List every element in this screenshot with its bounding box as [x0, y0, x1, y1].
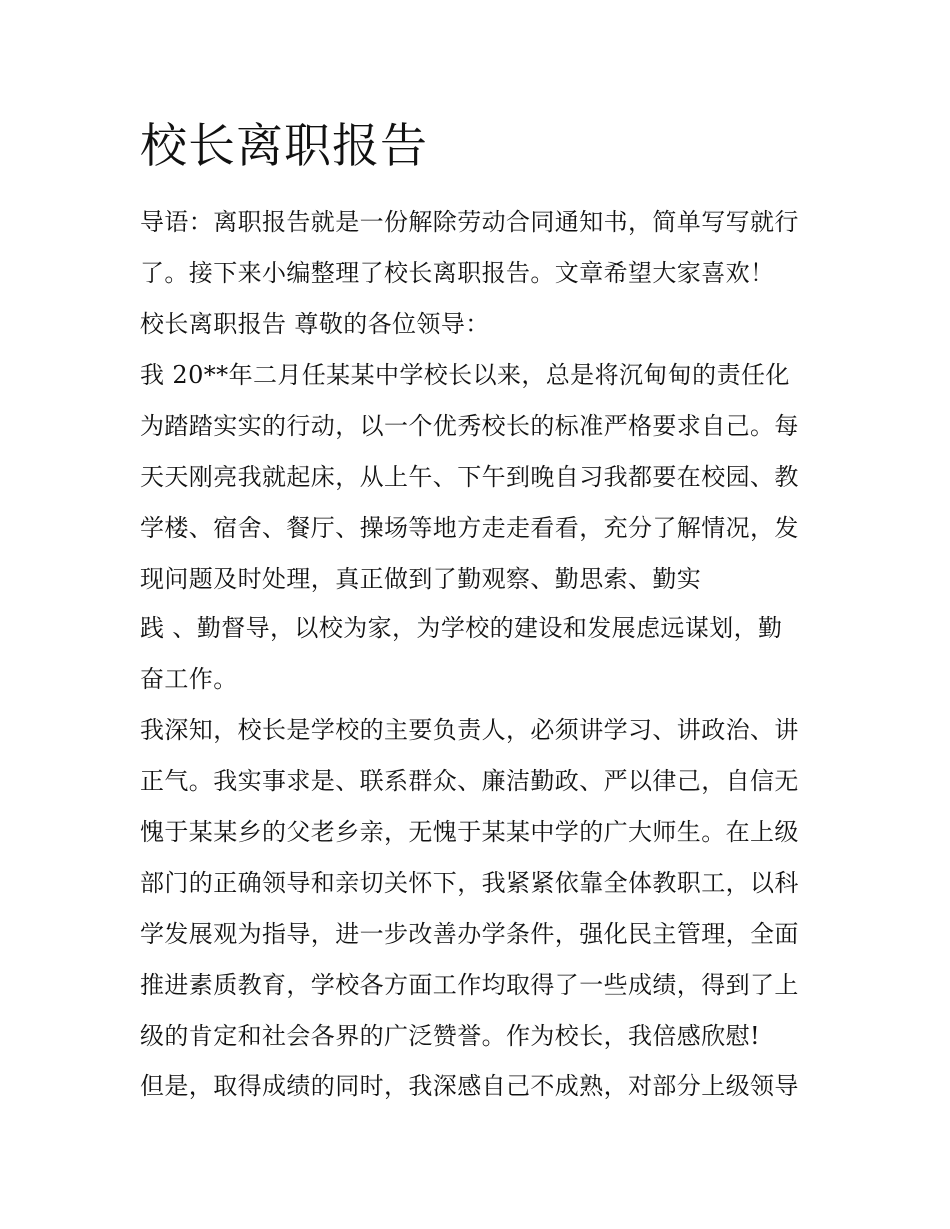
text-line: 我深知，校长是学校的主要负责人，必须讲学习、讲政治、讲 — [140, 716, 799, 744]
text-line: 但是，取得成绩的同时，我深感自己不成熟，对部分上级领导 — [140, 1072, 799, 1100]
text-line: 级的肯定和社会各界的广泛赞誉。作为校长，我倍感欣慰! — [140, 1022, 761, 1050]
text-line: 我 20**年二月任某某中学校长以来，总是将沉甸甸的责任化 — [140, 361, 790, 389]
text-line: 学楼、宿舍、餐厅、操场等地方走走看看，充分了解情况，发 — [140, 514, 799, 542]
text-line: 愧于某某乡的父老乡亲，无愧于某某中学的广大师生。在上级 — [140, 818, 799, 846]
text-line: 了。接下来小编整理了校长离职报告。文章希望大家喜欢！ — [140, 259, 775, 287]
text-line: 学发展观为指导，进一步改善办学条件，强化民主管理，全面 — [140, 920, 799, 948]
text-line: 校长离职报告 尊敬的各位领导： — [140, 310, 490, 338]
text-line: 天天刚亮我就起床，从上午、下午到晚自习我都要在校园、教 — [140, 463, 799, 491]
text-line: 奋工作。 — [140, 665, 238, 693]
document-title: 校长离职报告 — [140, 119, 428, 174]
text-line: 为踏踏实实的行动，以一个优秀校长的标准严格要求自己。每 — [140, 412, 799, 440]
text-line: 践 、勤督导，以校为家，为学校的建设和发展虑远谋划，勤 — [140, 614, 783, 642]
text-line: 现问题及时处理，真正做到了勤观察、勤思索、勤实 — [140, 565, 702, 593]
text-line: 正气。我实事求是、联系群众、廉洁勤政、严以律己，自信无 — [140, 767, 799, 795]
text-line: 导语：离职报告就是一份解除劳动合同通知书，简单写写就行 — [140, 208, 799, 236]
text-line: 推进素质教育，学校各方面工作均取得了一些成绩，得到了上 — [140, 971, 799, 999]
text-line: 部门的正确领导和亲切关怀下，我紧紧依靠全体教职工，以科 — [140, 869, 799, 897]
